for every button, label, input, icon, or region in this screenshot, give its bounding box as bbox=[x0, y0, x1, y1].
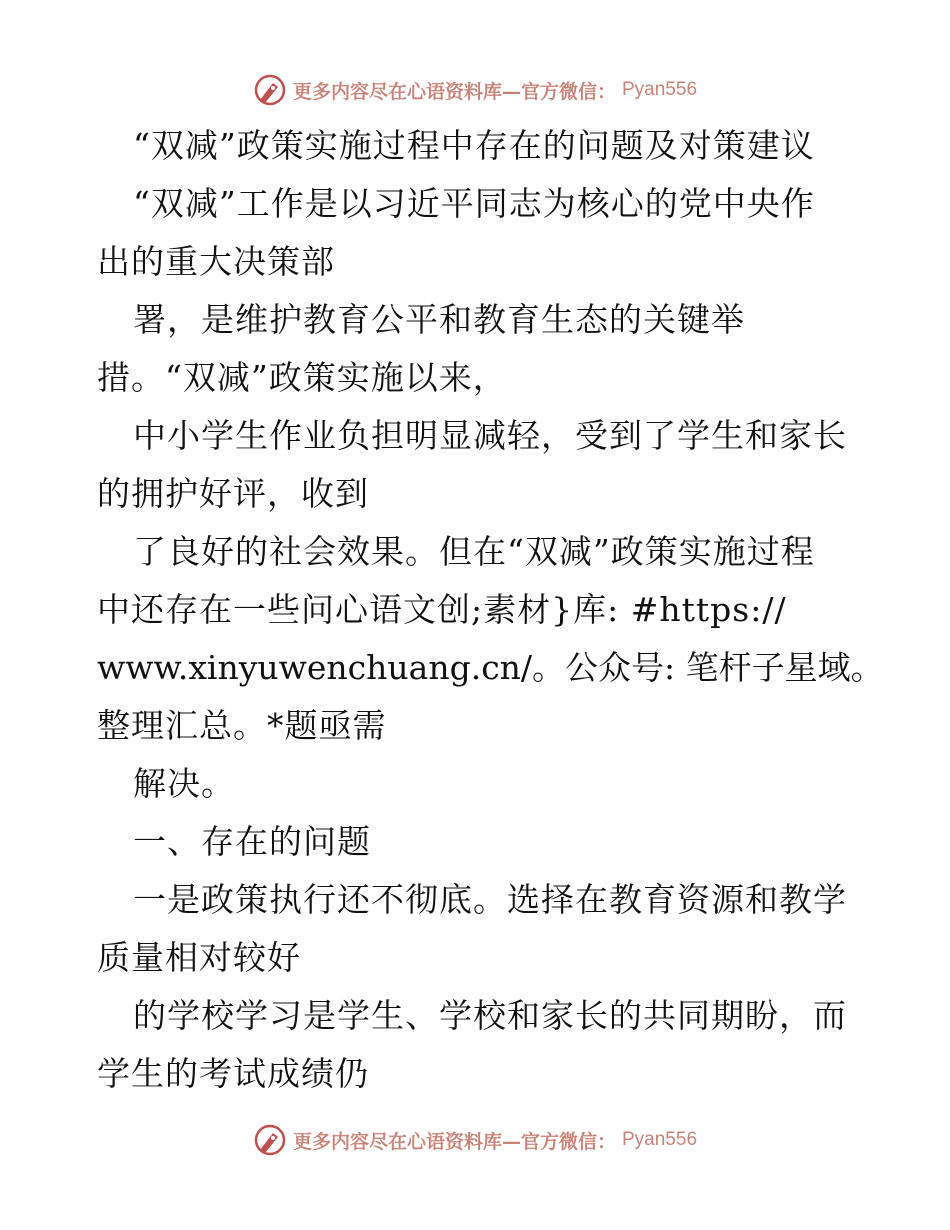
document-title: “双减”政策实施过程中存在的问题及对策建议 bbox=[133, 126, 815, 165]
header-banner bbox=[0, 70, 950, 110]
paragraph-line: “双减”工作是以习近平同志为核心的党中央作 bbox=[133, 184, 815, 223]
paragraph-line: 解决。 bbox=[133, 764, 235, 803]
paragraph-line: 中还存在一些问心语文创;素材}库: #https:// bbox=[97, 590, 787, 629]
paragraph-line: 学生的考试成绩仍 bbox=[97, 1054, 369, 1093]
paragraph-line: 了良好的社会效果。但在“双减”政策实施过程 bbox=[133, 532, 815, 571]
paragraph-line: 的学校学习是学生、学校和家长的共同期盼，而 bbox=[133, 996, 847, 1035]
paragraph-line: 质量相对较好 bbox=[97, 938, 301, 977]
paragraph-line: 署，是维护教育公平和教育生态的关键举 bbox=[133, 300, 745, 339]
pen-nib-logo-icon bbox=[253, 1123, 287, 1157]
banner-wechat-id: Pyan556 bbox=[622, 79, 698, 100]
paragraph-line: 整理汇总。*题亟需 bbox=[97, 706, 387, 745]
paragraph-line: 的拥护好评，收到 bbox=[97, 474, 369, 513]
paragraph-line: 一是政策执行还不彻底。选择在教育资源和教学 bbox=[133, 880, 847, 919]
paragraph-line: 中小学生作业负担明显减轻，受到了学生和家长 bbox=[133, 416, 847, 455]
section-heading: 一、存在的问题 bbox=[133, 822, 371, 861]
paragraph-line: 出的重大决策部 bbox=[97, 242, 335, 281]
footer-banner bbox=[0, 1120, 950, 1160]
banner-wechat-id: Pyan556 bbox=[622, 1129, 698, 1150]
banner-text: 更多内容尽在心语资料库—官方微信： bbox=[292, 80, 616, 103]
pen-nib-logo-icon bbox=[253, 73, 287, 107]
banner-text: 更多内容尽在心语资料库—官方微信： bbox=[292, 1130, 616, 1153]
paragraph-line: www.xinyuwenchuang.cn/。公众号: 笔杆子星域。 bbox=[97, 648, 884, 687]
paragraph-line: 措。“双减”政策实施以来， bbox=[97, 358, 507, 397]
